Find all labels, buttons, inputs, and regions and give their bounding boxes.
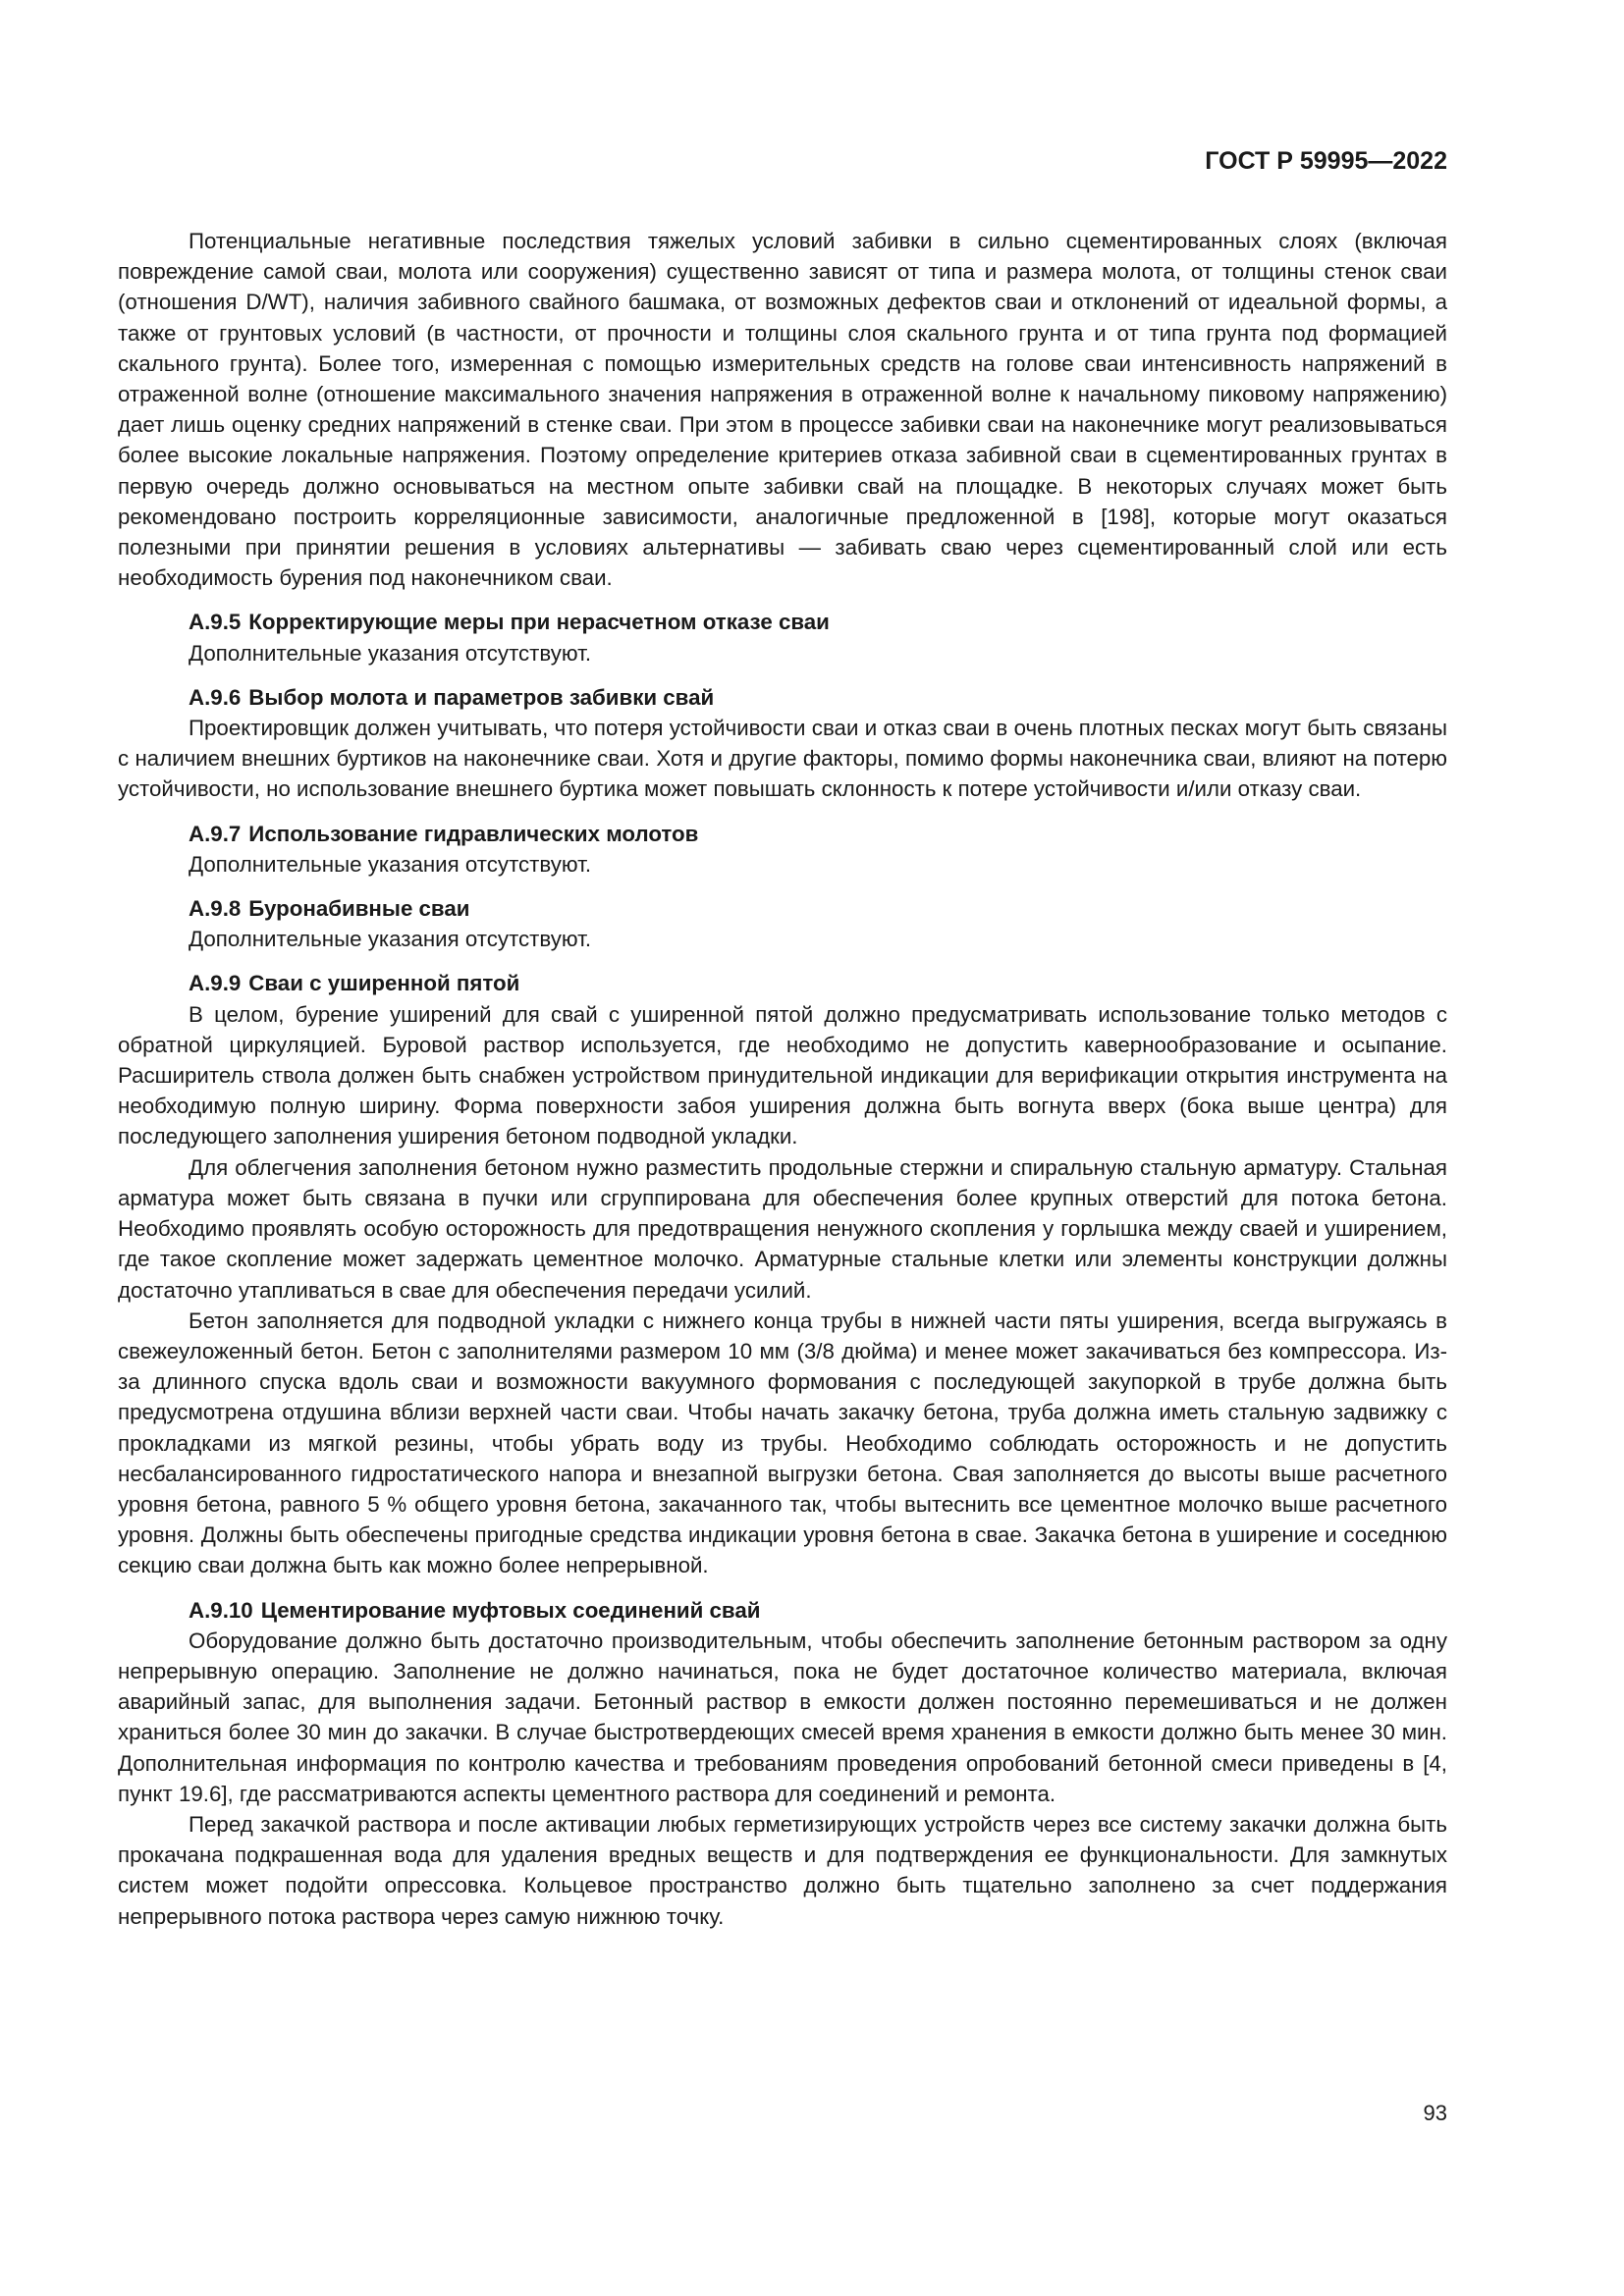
paragraph-a99-1: В целом, бурение уширений для свай с уширенной пятой должно предусматривать использование только методов с обратной циркуляцией. Буровой раствор используется, где необходимо не допустить кавернообразование и осыпание. Расширитель ствола должен быть снабжен устройством принудительной индикации для верификации открытия инструмента на необходимую полную ширину. Форма поверхности забоя уширения должна быть вогнута вверх (бока выше центра) для последующего заполнения уширения бетоном подводной укладки. [118,1001,1447,1149]
section-number: А.9.7 [189,821,242,846]
section-title: Цементирование муфтовых соединений свай [260,1597,761,1623]
section-number: А.9.9 [189,971,242,996]
paragraph-a97: Дополнительные указания отсутствуют. [189,851,592,877]
section-title: Буронабивные сваи [248,896,470,922]
paragraph-a99-2: Для облегчения заполнения бетоном нужно разместить продольные стержни и спиральную стальную арматуру. Стальная арматура может быть связана в пучки или сгруппирована для обеспечения более крупных отверстий для потока бетона. Необходимо проявлять особую осторожность для предотвращения ненужного скопления у горлышка между сваей и уширением, где такое скопление может задержать цементное молочко. Арматурные стальные клетки или элементы конструкции должны достаточно утапливаться в свае для обеспечения передачи усилий. [118,1154,1447,1303]
page-number: 93 [1423,2101,1447,2125]
section-heading-a96 [118,682,1447,713]
paragraph-a95: Дополнительные указания отсутствуют. [189,640,592,666]
paragraph-a910-1: Оборудование должно быть достаточно производительным, чтобы обеспечить заполнение бетонным раствором за одну непрерывную операцию. Заполнение не должно начинаться, пока не будет достаточное количество материала, включая аварийный запас, для выполнения задачи. Бетонный раствор в емкости должен постоянно перемешиваться и не должен храниться более 30 мин до закачки. В случае быстротвердеющих смесей время хранения в емкости должно быть менее 30 мин. Дополнительная информация по контролю качества и требованиям проведения опробований бетонной смеси приведены в [4, пункт 19.6], где рассматриваются аспекты цементного раствора для соединений и ремонта. [118,1628,1447,1806]
paragraph-a98: Дополнительные указания отсутствуют. [189,927,592,952]
section-title: Корректирующие меры при нерасчетном отказе сваи [248,610,830,635]
section-number: А.9.6 [189,684,242,710]
section-title: Выбор молота и параметров забивки свай [248,684,715,710]
section-number: А.9.5 [189,610,242,635]
section-heading-a98 [118,893,1447,924]
document-standard-number: ГОСТ Р 59995—2022 [1205,147,1447,175]
section-title: Использование гидравлических молотов [248,821,699,846]
page-content [118,226,1447,1932]
section-title: Сваи с уширенной пятой [248,971,520,996]
section-number: А.9.8 [189,896,242,922]
paragraph-a96: Проектировщик должен учитывать, что потеря устойчивости сваи и отказ сваи в очень плотных песках могут быть связаны с наличием внешних буртиков на наконечнике сваи. Хотя и другие факторы, помимо формы наконечника сваи, влияют на потерю устойчивости, но использование внешнего буртика может повышать склонность к потере устойчивости и/или отказу сваи. [118,716,1447,802]
section-heading-a99 [118,968,1447,998]
section-heading-a97 [118,819,1447,849]
section-heading-a95 [118,607,1447,637]
section-heading-a910 [118,1595,1447,1626]
paragraph-intro: Потенциальные негативные последствия тяжелых условий забивки в сильно сцементированных слоях (включая повреждение самой сваи, молота или сооружения) существенно зависят от типа и размера молота, от толщины стенок сваи (отношения D/WT), наличия забивного свайного башмака, от возможных дефектов сваи и отклонений от идеальной формы, а также от грунтовых условий (в частности, от прочности и толщины слоя скального грунта и от типа грунта под формацией скального грунта). Более того, измеренная с помощью измерительных средств на голове сваи интенсивность напряжений в отраженной волне (отношение максимального значения напряжения в отраженной волне к начальному пиковому напряжению) дает лишь оценку средних напряжений в стенке сваи. При этом в процессе забивки сваи на наконечнике могут реализовываться более высокие локальные напряжения. Поэтому определение критериев отказа забивной сваи в сцементированных грунтах в первую очередь должно основываться на местном опыте забивки свай на площадке. В некоторых случаях может быть рекомендовано построить корреляционные зависимости, аналогичные предложенной в [198], которые могут оказаться полезными при принятии решения в условиях альтернативы — забивать сваю через сцементированный слой или есть необходимость бурения под наконечником сваи. [118,229,1447,591]
paragraph-a910-2: Перед закачкой раствора и после активации любых герметизирующих устройств через все систему закачки должна быть прокачана подкрашенная вода для удаления вредных веществ и для подтверждения ее функциональности. Для замкнутых систем может подойти опрессовка. Кольцевое пространство должно быть тщательно заполнено за счет поддержания непрерывного потока раствора через самую нижнюю точку. [118,1811,1447,1929]
section-number: А.9.10 [189,1597,253,1623]
paragraph-a99-3: Бетон заполняется для подводной укладки с нижнего конца трубы в нижней части пяты уширения, всегда выгружаясь в свежеуложенный бетон. Бетон с заполнителями размером 10 мм (3/8 дюйма) и менее может закачиваться без компрессора. Из-за длинного спуска вдоль сваи и возможности вакуумного формования с последующей закупоркой в трубе должна быть предусмотрена отдушина вблизи верхней части сваи. Чтобы начать закачку бетона, труба должна иметь стальную задвижку с прокладками из мягкой резины, чтобы убрать воду из трубы. Необходимо соблюдать осторожность и не допустить несбалансированного гидростатического напора и внезапной выгрузки бетона. Свая заполняется до высоты выше расчетного уровня бетона, равного 5 % общего уровня бетона, закачанного так, чтобы вытеснить все цементное молочко выше расчетного уровня. Должны быть обеспечены пригодные средства индикации уровня бетона в свае. Закачка бетона в уширение и соседнюю секцию сваи должна быть как можно более непрерывной. [118,1308,1447,1578]
